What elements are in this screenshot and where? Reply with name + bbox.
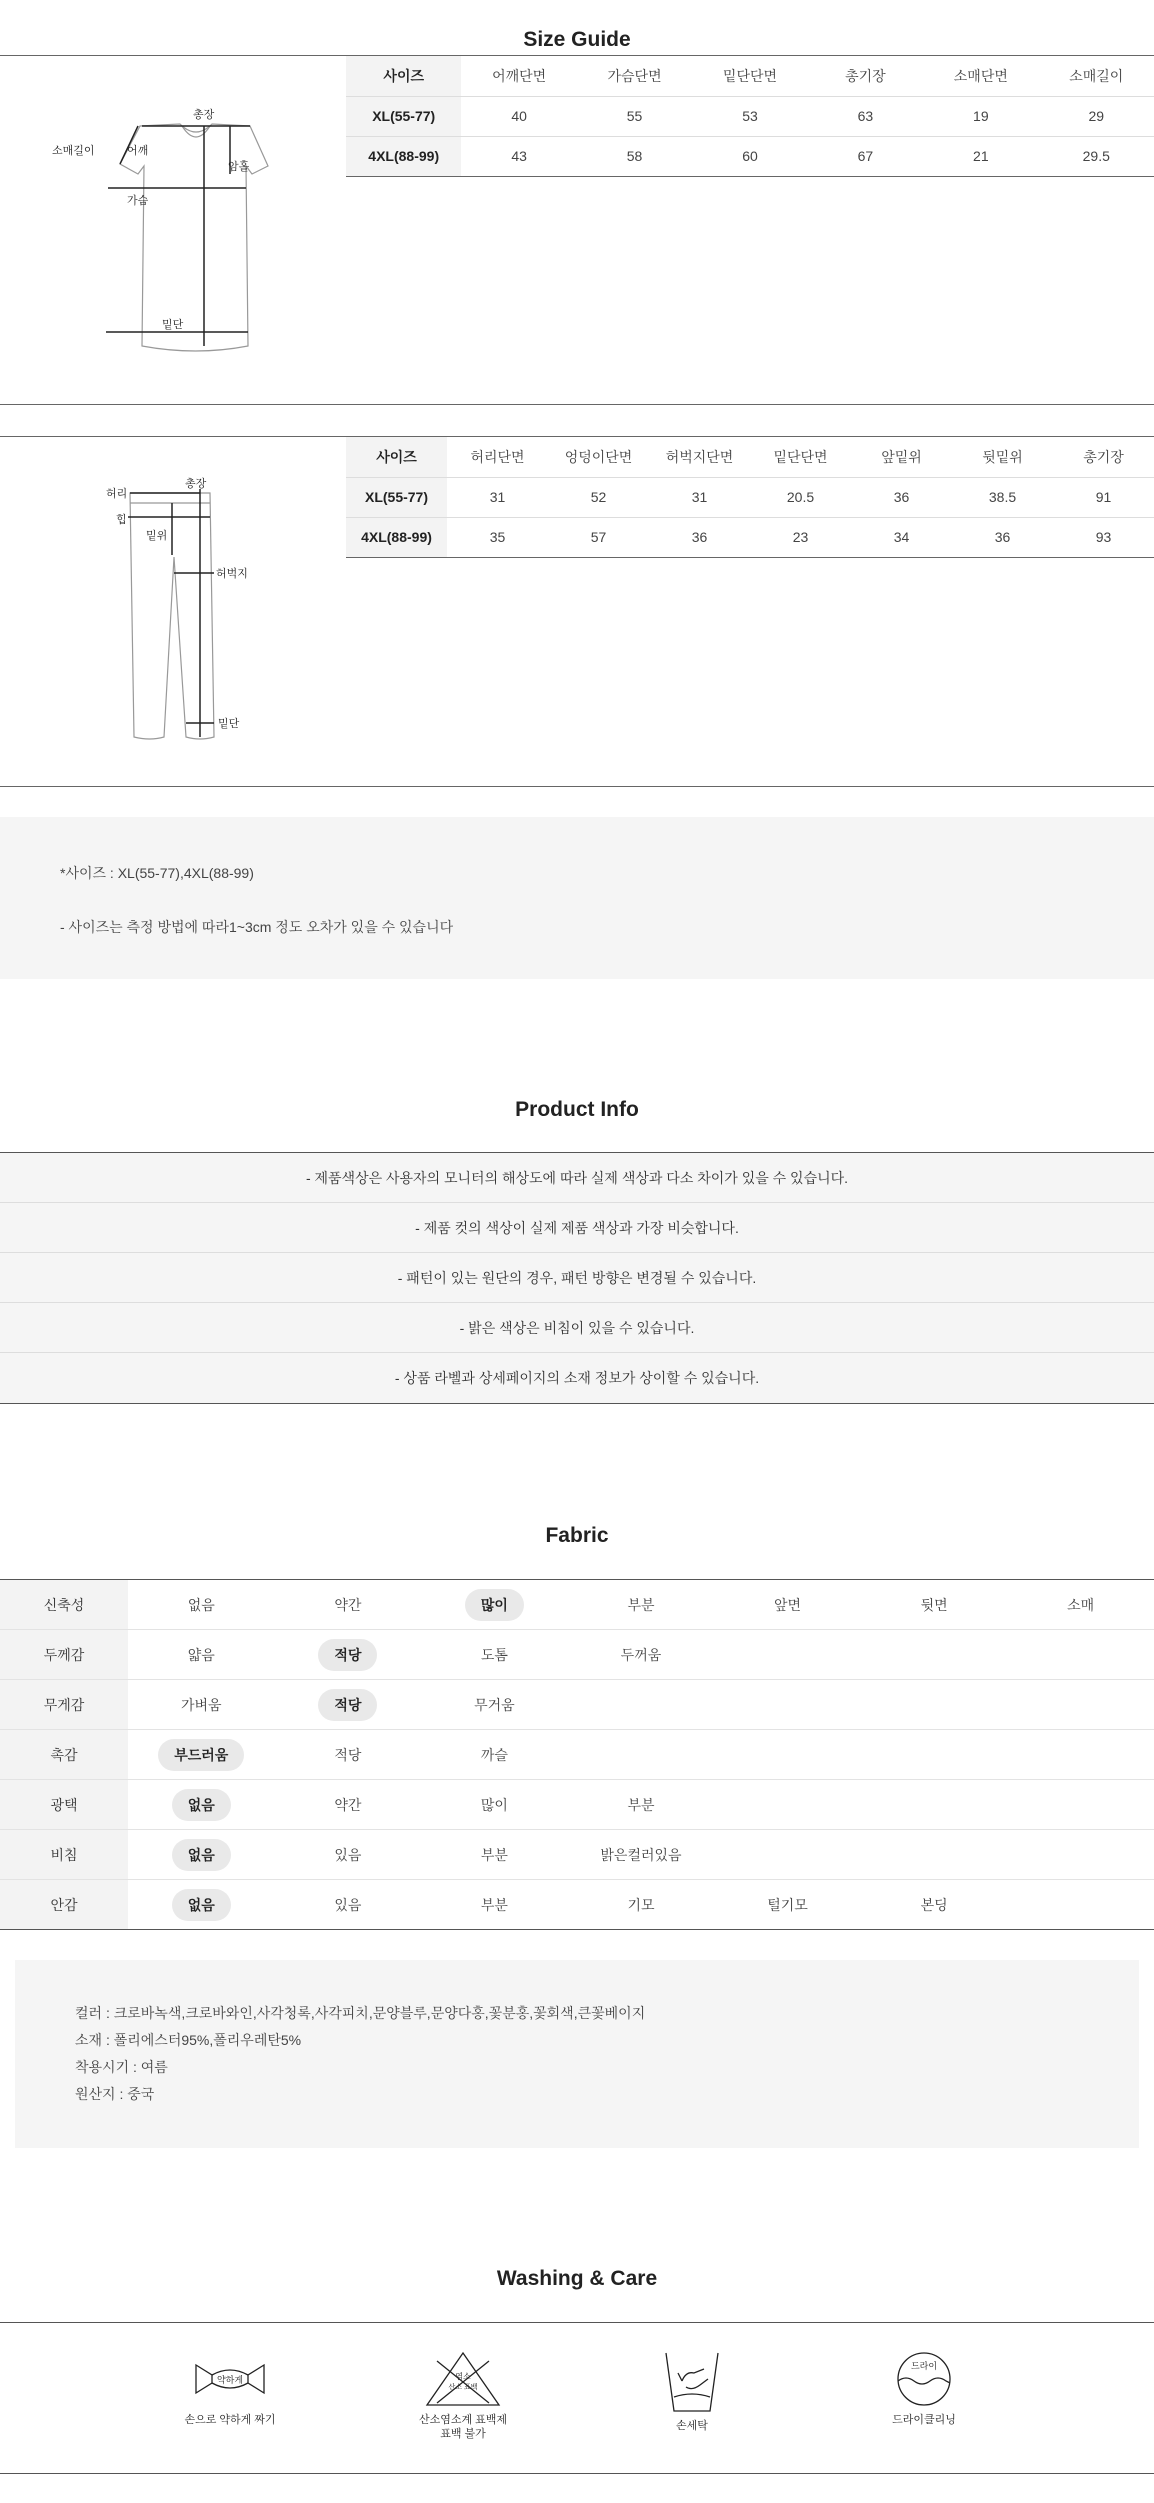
care-caption-bleach: 산소염소계 표백제 [418, 2414, 508, 2426]
size-table-header: 엉덩이단면 [548, 437, 649, 477]
size-label: 4XL(88-99) [346, 136, 461, 176]
size-table-header-row [346, 437, 1154, 477]
fabric-option-cell [568, 1580, 715, 1630]
fabric-option: 기모 [627, 1896, 655, 1913]
fabric-option: 밝은컬러있음 [600, 1846, 682, 1863]
fabric-option-cell [568, 1680, 715, 1730]
size-value: 93 [1053, 517, 1154, 557]
spec-season: 착용시기 : 여름 [75, 2059, 168, 2075]
fabric-option-cell [421, 1730, 568, 1780]
fabric-option: 본딩 [920, 1896, 948, 1913]
size-value: 38.5 [952, 477, 1053, 517]
fabric-option: 많이 [480, 1796, 508, 1813]
fabric-option-cell [714, 1680, 861, 1730]
fabric-option: 없음 [187, 1596, 215, 1613]
fabric-option-selected: 적당 [318, 1689, 377, 1721]
size-table-header: 앞밑위 [851, 437, 952, 477]
size-value: 52 [548, 477, 649, 517]
size-table-header: 총기장 [1053, 437, 1154, 477]
size-table-header: 허리단면 [447, 437, 548, 477]
fabric-option-cell [128, 1580, 275, 1630]
fabric-option-cell [421, 1880, 568, 1930]
fabric-option-cell [714, 1580, 861, 1630]
fabric-row [0, 1880, 1154, 1930]
size-value: 60 [692, 136, 807, 176]
fabric-attribute-label: 광택 [0, 1780, 128, 1830]
diagram-label-rise: 밑위 [146, 530, 168, 542]
fabric-row [0, 1830, 1154, 1880]
size-label: XL(55-77) [346, 477, 447, 517]
fabric-attribute-label: 비침 [0, 1830, 128, 1880]
size-table-row [346, 517, 1154, 557]
size-value: 55 [577, 96, 692, 136]
size-table-header: 밑단단면 [750, 437, 851, 477]
size-table-header: 어깨단면 [461, 56, 576, 96]
bottom-size-section [0, 436, 1154, 787]
size-table-row [346, 477, 1154, 517]
fabric-option: 털기모 [767, 1896, 808, 1913]
fabric-option-cell [128, 1880, 275, 1930]
fabric-option-cell [128, 1730, 275, 1780]
size-label: 4XL(88-99) [346, 517, 447, 557]
pants-outline-icon [0, 437, 346, 777]
size-table-row [346, 96, 1154, 136]
fabric-option-cell [861, 1780, 1008, 1830]
product-info-row: - 밝은 색상은 비침이 있을 수 있습니다. [0, 1303, 1154, 1353]
diagram-label-armhole: 암홀 [228, 161, 250, 173]
size-table-header: 뒷밑위 [952, 437, 1053, 477]
size-value: 91 [1053, 477, 1154, 517]
fabric-option-cell [275, 1730, 422, 1780]
size-table-header: 소매단면 [923, 56, 1038, 96]
size-note-tolerance: - 사이즈는 측정 방법에 따라1~3cm 정도 오차가 있을 수 있습니다 [60, 919, 454, 935]
care-item-dryclean [844, 2351, 1004, 2427]
diagram-label-hem: 밑단 [218, 718, 240, 730]
fabric-option-cell [1007, 1630, 1154, 1680]
tshirt-outline-icon [0, 56, 346, 396]
fabric-option-cell [128, 1830, 275, 1880]
fabric-option-selected: 많이 [465, 1589, 524, 1621]
fabric-option-cell [714, 1880, 861, 1930]
fabric-option-cell [275, 1580, 422, 1630]
top-garment-diagram [0, 56, 346, 401]
no-oxygen-bleach-icon [423, 2351, 503, 2407]
fabric-option-cell [568, 1830, 715, 1880]
fabric-option-cell [421, 1580, 568, 1630]
fabric-option: 부분 [627, 1596, 655, 1613]
fabric-option-cell [1007, 1880, 1154, 1930]
size-guide-title: Size Guide [523, 28, 631, 51]
size-value: 36 [649, 517, 750, 557]
fabric-option-cell [714, 1780, 861, 1830]
size-value: 53 [692, 96, 807, 136]
fabric-attribute-label: 안감 [0, 1880, 128, 1930]
size-table-header: 총기장 [808, 56, 923, 96]
size-table-header: 소매길이 [1039, 56, 1154, 96]
fabric-option: 까슬 [480, 1746, 508, 1763]
product-info-row: - 상품 라벨과 상세페이지의 소재 정보가 상이할 수 있습니다. [0, 1353, 1154, 1403]
washing-care-section [0, 2322, 1154, 2474]
fabric-table [0, 1579, 1154, 1930]
fabric-option-cell [275, 1680, 422, 1730]
fabric-option: 두꺼움 [620, 1646, 662, 1663]
care-caption-handwash: 손세탁 [676, 2420, 708, 2432]
size-value: 36 [851, 477, 952, 517]
fabric-option-cell [861, 1830, 1008, 1880]
size-value: 43 [461, 136, 576, 176]
size-value: 36 [952, 517, 1053, 557]
size-value: 67 [808, 136, 923, 176]
fabric-option: 뒷면 [920, 1596, 948, 1613]
fabric-option: 무거움 [474, 1696, 515, 1713]
diagram-label-hip: 힙 [116, 514, 127, 526]
fabric-option: 부분 [480, 1846, 508, 1863]
fabric-option: 부분 [627, 1796, 655, 1813]
size-value: 63 [808, 96, 923, 136]
product-spec-box [15, 1960, 1139, 2148]
product-info-row: - 패턴이 있는 원단의 경우, 패턴 방향은 변경될 수 있습니다. [0, 1253, 1154, 1303]
hand-wash-icon [652, 2351, 732, 2413]
spec-origin: 원산지 : 중국 [75, 2086, 155, 2102]
size-value: 21 [923, 136, 1038, 176]
product-info-list [0, 1152, 1154, 1404]
fabric-option-cell [861, 1880, 1008, 1930]
fabric-option: 있음 [334, 1896, 362, 1913]
size-table-header: 사이즈 [346, 437, 447, 477]
care-item-handwash [612, 2351, 772, 2433]
fabric-option-cell [568, 1780, 715, 1830]
hand-wring-gently-icon [190, 2351, 270, 2407]
care-caption-dryclean: 드라이클리닝 [892, 2414, 956, 2426]
size-table-header-row [346, 56, 1154, 96]
bleach-symbol-text: 염소 [455, 2372, 471, 2381]
product-info-title: Product Info [515, 1098, 639, 1121]
fabric-option: 앞면 [774, 1596, 802, 1613]
product-info-row: - 제품색상은 사용자의 모니터의 해상도에 따라 실제 색상과 다소 차이가 있을 수 있습니다. [0, 1153, 1154, 1203]
size-note-sizes: *사이즈 : XL(55-77),4XL(88-99) [60, 865, 254, 881]
fabric-option-cell [128, 1780, 275, 1830]
care-item-bleach [383, 2351, 543, 2441]
fabric-option: 부분 [480, 1896, 508, 1913]
diagram-label-hem: 밑단 [162, 319, 184, 331]
dryclean-symbol-text: 드라이 [910, 2361, 938, 2371]
size-value: 34 [851, 517, 952, 557]
fabric-option: 있음 [334, 1846, 362, 1863]
care-caption-wring: 손으로 약하게 짜기 [184, 2414, 276, 2426]
size-value: 20.5 [750, 477, 851, 517]
fabric-option: 소매 [1067, 1596, 1095, 1613]
diagram-label-chest: 가슴 [127, 195, 149, 207]
fabric-option-cell [714, 1630, 861, 1680]
fabric-option: 도톰 [480, 1646, 508, 1663]
fabric-option-cell [861, 1630, 1008, 1680]
fabric-option-cell [275, 1830, 422, 1880]
fabric-title: Fabric [545, 1524, 609, 1547]
fabric-option-selected: 부드러움 [158, 1739, 244, 1771]
size-notes [0, 817, 1154, 979]
fabric-option-cell [128, 1630, 275, 1680]
diagram-label-sleeve: 소매길이 [52, 145, 95, 157]
diagram-label-waist: 허리 [106, 488, 128, 500]
size-value: 58 [577, 136, 692, 176]
diagram-label-total: 총장 [193, 109, 215, 121]
size-table-row [346, 136, 1154, 176]
fabric-option-cell [1007, 1830, 1154, 1880]
fabric-attribute-label: 신축성 [0, 1580, 128, 1630]
washing-title: Washing & Care [496, 2267, 658, 2290]
fabric-option-cell [421, 1680, 568, 1730]
fabric-option-selected: 없음 [172, 1839, 231, 1871]
dry-clean-icon [884, 2351, 964, 2407]
size-value: 31 [447, 477, 548, 517]
fabric-option-cell [714, 1830, 861, 1880]
bleach-symbol-text-2: 산소 표백 [448, 2384, 478, 2391]
diagram-label-total: 총장 [185, 478, 207, 490]
fabric-option-cell [1007, 1680, 1154, 1730]
fabric-option-cell [568, 1630, 715, 1680]
wring-symbol-text: 약하게 [216, 2375, 244, 2385]
fabric-option: 얇음 [187, 1646, 215, 1663]
fabric-attribute-label: 두께감 [0, 1630, 128, 1680]
care-caption-bleach-2: 표백 불가 [440, 2428, 486, 2440]
fabric-option-cell [568, 1880, 715, 1930]
fabric-attribute-label: 무게감 [0, 1680, 128, 1730]
size-table-header: 밑단단면 [692, 56, 807, 96]
fabric-row [0, 1580, 1154, 1630]
size-value: 29 [1039, 96, 1154, 136]
fabric-option-cell [714, 1730, 861, 1780]
fabric-option-cell [275, 1630, 422, 1680]
diagram-label-thigh: 허벅지 [216, 568, 248, 580]
top-size-table [346, 56, 1154, 177]
fabric-option-cell [1007, 1730, 1154, 1780]
fabric-option-cell [421, 1780, 568, 1830]
fabric-option: 약간 [334, 1596, 362, 1613]
fabric-option-cell [275, 1880, 422, 1930]
bottom-garment-diagram [0, 437, 346, 782]
top-size-section [0, 55, 1154, 405]
fabric-option-cell [861, 1680, 1008, 1730]
fabric-option-selected: 없음 [172, 1889, 231, 1921]
fabric-row [0, 1630, 1154, 1680]
fabric-option-cell [421, 1630, 568, 1680]
spec-color: 컬러 : 크로바녹색,크로바와인,사각청록,사각피치,문양블루,문양다홍,꽃분홍,꽃회색,큰꽃베이지 [75, 2005, 646, 2021]
size-table-header: 허벅지단면 [649, 437, 750, 477]
fabric-option-selected: 없음 [172, 1789, 231, 1821]
fabric-row [0, 1680, 1154, 1730]
size-label: XL(55-77) [346, 96, 461, 136]
fabric-option: 가벼움 [180, 1696, 222, 1713]
bottom-size-table [346, 437, 1154, 558]
fabric-option: 적당 [334, 1746, 362, 1763]
fabric-option: 약간 [334, 1796, 362, 1813]
fabric-option-cell [861, 1730, 1008, 1780]
size-value: 31 [649, 477, 750, 517]
fabric-option-cell [128, 1680, 275, 1730]
fabric-row [0, 1780, 1154, 1830]
fabric-option-cell [1007, 1780, 1154, 1830]
size-value: 40 [461, 96, 576, 136]
size-value: 35 [447, 517, 548, 557]
fabric-option-cell [861, 1580, 1008, 1630]
size-table-header: 가슴단면 [577, 56, 692, 96]
fabric-option-cell [1007, 1580, 1154, 1630]
size-value: 23 [750, 517, 851, 557]
size-value: 29.5 [1039, 136, 1154, 176]
fabric-attribute-label: 촉감 [0, 1730, 128, 1780]
product-info-row: - 제품 컷의 색상이 실제 제품 색상과 가장 비슷합니다. [0, 1203, 1154, 1253]
fabric-option-cell [275, 1780, 422, 1830]
care-item-wring [150, 2351, 310, 2427]
diagram-label-shoulder: 어깨 [127, 145, 149, 157]
fabric-option-selected: 적당 [318, 1639, 377, 1671]
size-value: 57 [548, 517, 649, 557]
spec-material: 소재 : 폴리에스터95%,폴리우레탄5% [75, 2032, 302, 2048]
fabric-row [0, 1730, 1154, 1780]
size-table-header: 사이즈 [346, 56, 461, 96]
fabric-option-cell [568, 1730, 715, 1780]
fabric-option-cell [421, 1830, 568, 1880]
size-value: 19 [923, 96, 1038, 136]
